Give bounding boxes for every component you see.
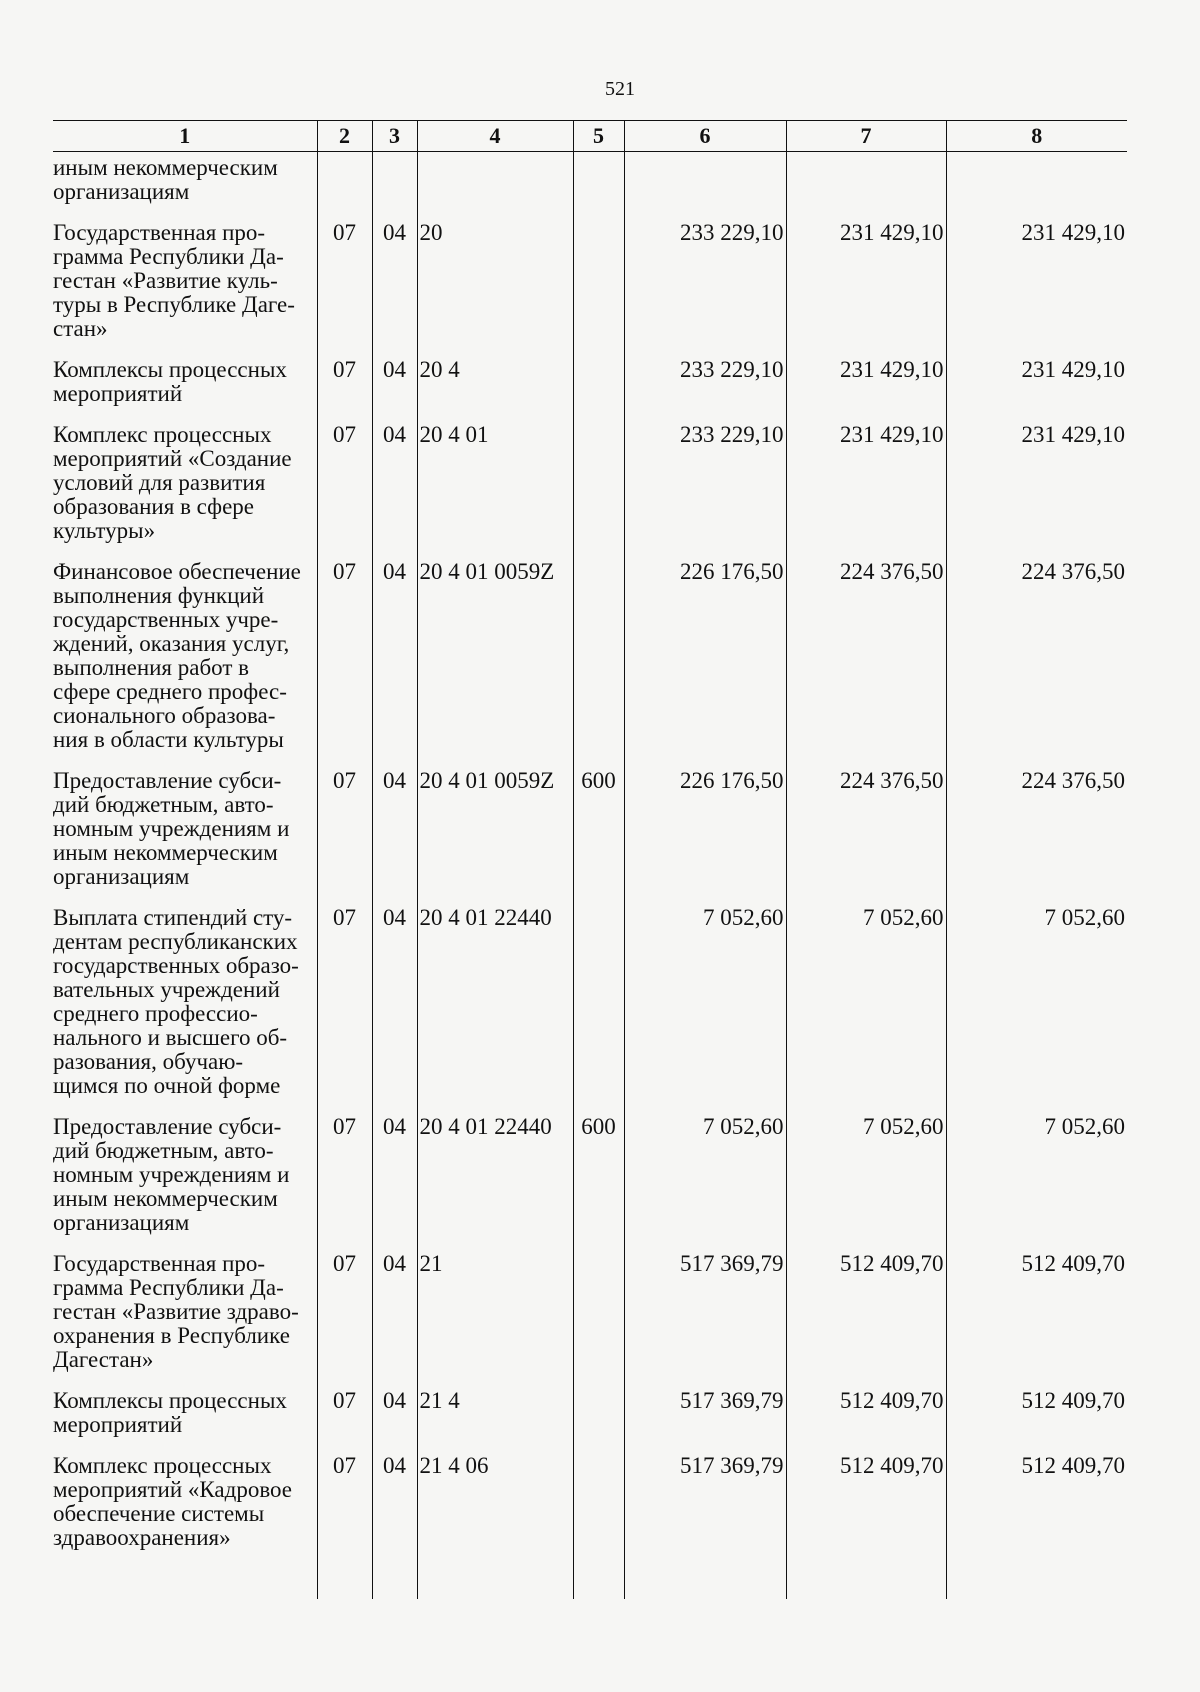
amount-col6-cell: 7 052,60 (624, 906, 786, 1115)
item-name-line: образования в сфере (53, 494, 254, 519)
section-code-cell: 07 (317, 1454, 372, 1567)
target-code-cell: 20 4 01 22440 (417, 906, 573, 1115)
page-number: 521 (605, 78, 635, 100)
item-name-cell (53, 769, 317, 906)
item-name-line: грамма Республики Да- (53, 1275, 284, 1300)
expense-type-cell: 600 (573, 1115, 624, 1252)
target-code-cell: 20 4 (417, 358, 573, 423)
expense-type-cell: 600 (573, 769, 624, 906)
expense-type-cell (573, 1252, 624, 1389)
subsection-code-cell: 04 (372, 1252, 417, 1389)
item-name-line: дий бюджетным, авто- (53, 792, 274, 817)
table-row (53, 423, 1127, 560)
item-name-line: Финансовое обеспечение (53, 559, 301, 584)
amount-col7-cell: 231 429,10 (786, 221, 946, 358)
table-row (53, 1115, 1127, 1252)
item-name-line: номным учреждениям и (53, 1162, 290, 1187)
section-code-cell: 07 (317, 769, 372, 906)
item-name-line: организациям (53, 864, 190, 889)
item-name-line: культуры» (53, 518, 156, 543)
item-name-line: нального и высшего об- (53, 1025, 288, 1050)
amount-col8-cell: 224 376,50 (946, 769, 1127, 906)
filler-cell (53, 1567, 317, 1599)
item-name-line: охранения в Республике (53, 1323, 290, 1348)
item-name-line: Комплекс процессных (53, 422, 272, 447)
item-name-cell (53, 1115, 317, 1252)
section-code-cell: 07 (317, 1115, 372, 1252)
item-name-line: Выплата стипендий сту- (53, 905, 293, 930)
table-row (53, 1389, 1127, 1454)
column-header: 8 (946, 121, 1127, 152)
amount-col7-cell: 231 429,10 (786, 423, 946, 560)
table-row (53, 1252, 1127, 1389)
column-header: 1 (53, 121, 317, 152)
target-code-cell: 20 4 01 22440 (417, 1115, 573, 1252)
item-name-line: разования, обучаю- (53, 1049, 244, 1074)
item-name-line: Государственная про- (53, 1251, 266, 1276)
subsection-code-cell: 04 (372, 1454, 417, 1567)
section-code-cell: 07 (317, 358, 372, 423)
table-row (53, 906, 1127, 1115)
subsection-code-cell: 04 (372, 1389, 417, 1454)
target-code-cell: 21 (417, 1252, 573, 1389)
expense-type-cell (573, 423, 624, 560)
column-header: 3 (372, 121, 417, 152)
item-name-line: Комплексы процессных (53, 357, 287, 382)
item-name-cell (53, 1454, 317, 1567)
amount-col6-cell: 517 369,79 (624, 1454, 786, 1567)
section-code-cell: 07 (317, 1252, 372, 1389)
table-body (53, 152, 1127, 1600)
item-name-line: туры в Республике Даге- (53, 292, 295, 317)
item-name-line: организациям (53, 179, 190, 204)
item-name-line: сионального образова- (53, 703, 276, 728)
subsection-code-cell: 04 (372, 1115, 417, 1252)
item-name-line: условий для развития (53, 470, 266, 495)
subsection-code-cell: 04 (372, 906, 417, 1115)
expense-type-cell (573, 1389, 624, 1454)
table-row-filler (53, 1567, 1127, 1599)
target-code-cell: 20 4 01 (417, 423, 573, 560)
item-name-line: мероприятий (53, 1412, 183, 1437)
table-row (53, 1454, 1127, 1567)
item-name-line: выполнения работ в (53, 655, 250, 680)
amount-col6-cell: 233 229,10 (624, 358, 786, 423)
table-row (53, 221, 1127, 358)
item-name-line: мероприятий (53, 381, 183, 406)
table-row (53, 358, 1127, 423)
amount-col8-cell: 512 409,70 (946, 1454, 1127, 1567)
item-name-line: Государственная про- (53, 220, 266, 245)
amount-col7-cell (786, 152, 946, 222)
item-name-line: здравоохранения» (53, 1525, 231, 1550)
item-name-line: государственных учре- (53, 607, 279, 632)
item-name-line: гестан «Развитие здраво- (53, 1299, 299, 1324)
item-name-line: обеспечение системы (53, 1501, 265, 1526)
column-header: 4 (417, 121, 573, 152)
amount-col6-cell: 517 369,79 (624, 1252, 786, 1389)
expense-type-cell (573, 1454, 624, 1567)
amount-col8-cell: 7 052,60 (946, 1115, 1127, 1252)
item-name-cell (53, 152, 317, 222)
section-code-cell: 07 (317, 906, 372, 1115)
target-code-cell: 21 4 (417, 1389, 573, 1454)
expense-type-cell (573, 560, 624, 769)
item-name-line: номным учреждениям и (53, 816, 290, 841)
item-name-line: мероприятий «Кадровое (53, 1477, 293, 1502)
table-header (53, 121, 1127, 152)
subsection-code-cell (372, 152, 417, 222)
section-code-cell: 07 (317, 423, 372, 560)
item-name-line: государственных образо- (53, 953, 299, 978)
expense-type-cell (573, 221, 624, 358)
section-code-cell: 07 (317, 1389, 372, 1454)
item-name-cell (53, 1252, 317, 1389)
table-row (53, 769, 1127, 906)
item-name-line: Предоставление субси- (53, 1114, 282, 1139)
amount-col8-cell: 512 409,70 (946, 1389, 1127, 1454)
amount-col7-cell: 224 376,50 (786, 769, 946, 906)
amount-col7-cell: 7 052,60 (786, 906, 946, 1115)
subsection-code-cell: 04 (372, 423, 417, 560)
amount-col7-cell: 224 376,50 (786, 560, 946, 769)
amount-col7-cell: 512 409,70 (786, 1454, 946, 1567)
amount-col8-cell (946, 152, 1127, 222)
subsection-code-cell: 04 (372, 769, 417, 906)
subsection-code-cell: 04 (372, 221, 417, 358)
filler-cell (946, 1567, 1127, 1599)
item-name-line: иным некоммерческим (53, 1186, 278, 1211)
subsection-code-cell: 04 (372, 560, 417, 769)
amount-col7-cell: 512 409,70 (786, 1389, 946, 1454)
item-name-line: иным некоммерческим (53, 155, 278, 180)
filler-cell (317, 1567, 372, 1599)
column-header: 6 (624, 121, 786, 152)
amount-col6-cell: 517 369,79 (624, 1389, 786, 1454)
item-name-line: мероприятий «Создание (53, 446, 292, 471)
filler-cell (573, 1567, 624, 1599)
item-name-cell (53, 906, 317, 1115)
amount-col6-cell: 7 052,60 (624, 1115, 786, 1252)
amount-col8-cell: 231 429,10 (946, 358, 1127, 423)
table-row (53, 152, 1127, 222)
column-header: 2 (317, 121, 372, 152)
item-name-line: грамма Республики Да- (53, 244, 284, 269)
item-name-line: ждений, оказания услуг, (53, 631, 290, 656)
item-name-line: Комплекс процессных (53, 1453, 272, 1478)
item-name-line: стан» (53, 316, 108, 341)
amount-col6-cell (624, 152, 786, 222)
amount-col7-cell: 231 429,10 (786, 358, 946, 423)
subsection-code-cell: 04 (372, 358, 417, 423)
amount-col7-cell: 512 409,70 (786, 1252, 946, 1389)
target-code-cell (417, 152, 573, 222)
item-name-line: ния в области культуры (53, 727, 284, 752)
expense-type-cell (573, 906, 624, 1115)
item-name-cell (53, 221, 317, 358)
filler-cell (624, 1567, 786, 1599)
item-name-line: среднего профессио- (53, 1001, 258, 1026)
item-name-line: Дагестан» (53, 1347, 154, 1372)
target-code-cell: 20 (417, 221, 573, 358)
item-name-cell (53, 358, 317, 423)
filler-cell (372, 1567, 417, 1599)
item-name-line: организациям (53, 1210, 190, 1235)
amount-col6-cell: 233 229,10 (624, 221, 786, 358)
amount-col8-cell: 231 429,10 (946, 423, 1127, 560)
item-name-cell (53, 560, 317, 769)
item-name-cell (53, 1389, 317, 1454)
table-row (53, 560, 1127, 769)
item-name-line: Комплексы процессных (53, 1388, 287, 1413)
item-name-line: сфере среднего профес- (53, 679, 287, 704)
section-code-cell: 07 (317, 560, 372, 769)
section-code-cell (317, 152, 372, 222)
amount-col8-cell: 224 376,50 (946, 560, 1127, 769)
item-name-line: щимся по очной форме (53, 1073, 281, 1098)
filler-cell (417, 1567, 573, 1599)
expense-type-cell (573, 358, 624, 423)
header-row (53, 121, 1127, 152)
amount-col8-cell: 231 429,10 (946, 221, 1127, 358)
item-name-line: Предоставление субси- (53, 768, 282, 793)
amount-col6-cell: 226 176,50 (624, 560, 786, 769)
item-name-line: вательных учреждений (53, 977, 280, 1002)
filler-cell (786, 1567, 946, 1599)
amount-col6-cell: 233 229,10 (624, 423, 786, 560)
column-header: 7 (786, 121, 946, 152)
expense-type-cell (573, 152, 624, 222)
target-code-cell: 21 4 06 (417, 1454, 573, 1567)
column-header: 5 (573, 121, 624, 152)
target-code-cell: 20 4 01 0059Z (417, 769, 573, 906)
target-code-cell: 20 4 01 0059Z (417, 560, 573, 769)
item-name-line: дентам республиканских (53, 929, 298, 954)
section-code-cell: 07 (317, 221, 372, 358)
item-name-line: иным некоммерческим (53, 840, 278, 865)
budget-table (53, 120, 1127, 1599)
amount-col6-cell: 226 176,50 (624, 769, 786, 906)
amount-col7-cell: 7 052,60 (786, 1115, 946, 1252)
item-name-line: гестан «Развитие куль- (53, 268, 278, 293)
item-name-line: дий бюджетным, авто- (53, 1138, 274, 1163)
item-name-cell (53, 423, 317, 560)
amount-col8-cell: 512 409,70 (946, 1252, 1127, 1389)
item-name-line: выполнения функций (53, 583, 264, 608)
amount-col8-cell: 7 052,60 (946, 906, 1127, 1115)
